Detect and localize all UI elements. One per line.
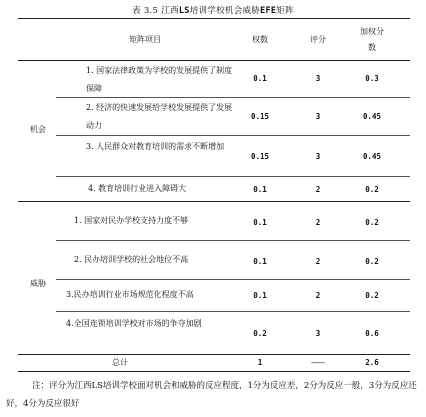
- opportunity-row-2-text: 2. 经济的快速发展给学校发展提供了发展动力: [86, 103, 233, 130]
- table-bottom-rule: [18, 371, 410, 372]
- threat-row-4-score: 3: [315, 328, 321, 338]
- threat-row-3-text: 3.民办培训行业市场规范化程度不高: [66, 290, 194, 299]
- opportunity-row-2-score: 3: [315, 111, 321, 121]
- threat-row-3-weighted: 0.2: [365, 290, 379, 300]
- total-score: ———: [311, 358, 325, 367]
- total-weight: 1: [257, 358, 263, 367]
- threat-row-2-weight: 0.1: [253, 256, 267, 266]
- row-divider: [56, 240, 410, 241]
- row-divider: [56, 279, 410, 280]
- caption-ls: LS: [178, 6, 190, 16]
- header-score: 评分: [310, 35, 326, 44]
- opportunity-row-4-score: 2: [315, 184, 321, 194]
- opportunity-row-3-weight: 0.15: [250, 151, 270, 161]
- threat-row-2-score: 2: [315, 256, 321, 266]
- threat-row-3-score: 2: [315, 290, 321, 300]
- opportunity-row-1-text: 1. 国家法律政策为学校的发展提供了制度保障: [86, 66, 233, 93]
- header-weighted-line2: 数: [368, 43, 376, 52]
- threat-row-1-weight: 0.1: [253, 217, 267, 227]
- threat-row-2-text: 2. 民办培训学校的社会地位不高: [74, 255, 189, 264]
- table-note: 注：评分为江西LS培训学校面对机会和威胁的反应程度，1分为反应差，2分为反应一般，3分为反应还好，4分为反应很好: [6, 381, 417, 409]
- group-label-opportunity: 机会: [30, 125, 46, 134]
- header-item: 矩阵项目: [129, 35, 161, 44]
- opportunity-row-4-weight: 0.1: [253, 184, 267, 194]
- caption-efe: EFE: [260, 6, 277, 16]
- group-label-threat: 威胁: [30, 279, 46, 288]
- group-divider: [18, 201, 410, 202]
- caption-prefix: 表 3.5 江西: [132, 6, 179, 16]
- row-divider: [56, 311, 410, 312]
- threat-row-2-weighted: 0.2: [365, 256, 379, 266]
- opportunity-row-3-weighted: 0.45: [362, 151, 382, 161]
- total-label: 总计: [112, 357, 128, 367]
- opportunity-row-4-text: 4. 教育培训行业进入障碍大: [88, 184, 187, 193]
- threat-row-3-weight: 0.1: [253, 290, 267, 300]
- opportunity-row-2-weight: 0.15: [250, 111, 270, 121]
- row-divider: [56, 135, 410, 136]
- threat-row-1-weighted: 0.2: [365, 217, 379, 227]
- header-weight: 权数: [252, 35, 268, 44]
- total-weighted: 2.6: [365, 358, 379, 367]
- table-top-rule: [18, 18, 410, 19]
- opportunity-row-4-weighted: 0.2: [365, 184, 379, 194]
- caption-suffix: 矩阵: [276, 6, 294, 16]
- opportunity-row-3-text: 3. 人民群众对教育培训的需求不断增加: [86, 142, 225, 151]
- header-weighted: [352, 21, 392, 59]
- threat-row-4-weighted: 0.6: [365, 328, 379, 338]
- threat-row-1-score: 2: [315, 217, 321, 227]
- header-weighted-line1: 加权分: [360, 27, 384, 36]
- opportunity-row-1-weighted: 0.3: [365, 73, 379, 83]
- opportunity-row-3-score: 3: [315, 151, 321, 161]
- threat-row-4-text: 4.全国连锁培训学校对市场的争夺加剧: [66, 319, 202, 328]
- table-caption: [0, 4, 426, 16]
- threat-row-1-text: 1. 国家对民办学校支持力度不够: [74, 216, 189, 225]
- opportunity-row-1-weight: 0.1: [253, 73, 267, 83]
- header-bottom-rule: [18, 60, 410, 61]
- opportunity-row-2-weighted: 0.45: [362, 111, 382, 121]
- opportunity-row-1-score: 3: [315, 73, 321, 83]
- row-divider: [56, 176, 410, 177]
- caption-middle: 培训学校机会威胁: [189, 6, 261, 16]
- threat-row-4-weight: 0.2: [253, 328, 267, 338]
